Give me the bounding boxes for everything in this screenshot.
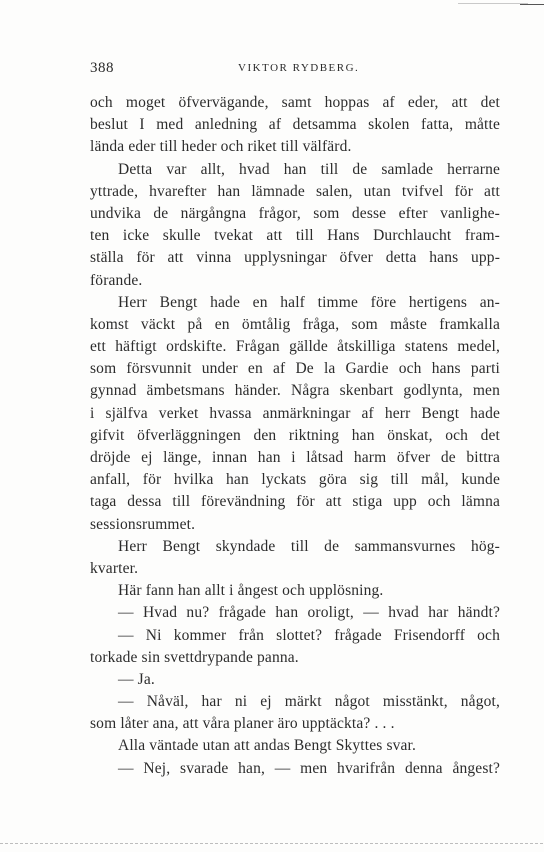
text-line: och moget öfvervägande, samt hoppas af eder, att det <box>90 94 500 111</box>
text-line: anfall, för hvilka han lyckats göra sig till mål, kunde <box>90 471 500 489</box>
text-line: i själfva verket hvassa anmärkningar af herr Bengt hade <box>90 404 500 422</box>
text-line: — Hvad nu? frågade han oroligt, — hvad har händt? <box>118 604 500 622</box>
page-number: 388 <box>90 60 114 76</box>
text-line: yttrade, hvarefter han lämnade salen, utan tvifvel för att <box>90 182 500 200</box>
text-line: dröjde ej länge, innan han i låtsad harm öfver de bittra <box>90 449 500 466</box>
text-line: Herr Bengt skyndade till de sammansvurnes hög- <box>118 537 500 555</box>
top-edge-mark-right <box>520 4 544 5</box>
text-line: kvarter. <box>90 559 139 577</box>
text-line: ett häftigt ordskifte. Frågan gällde åtskilliga statens medel, <box>90 338 500 356</box>
text-line: komst väckt på en ömtålig fråga, som måste framkalla <box>90 315 500 333</box>
text-line: som försvunnit under en af De la Gardie och hans parti <box>90 360 500 378</box>
text-line: — Ni kommer från slottet? frågade Frisendorff och <box>118 626 500 644</box>
text-line: gynnad ämbetsmans händer. Några skenbart godlynta, men <box>90 382 500 400</box>
text-line: Här fann han allt i ångest och upplösning. <box>118 582 384 600</box>
text-line: — Ja. <box>118 670 155 688</box>
text-line: lända eder till heder och riket till välfärd. <box>90 138 352 156</box>
text-line: — Nej, svarade han, — men hvarifrån denna ångest? <box>118 759 500 777</box>
running-head: VIKTOR RYDBERG. <box>238 62 360 74</box>
text-line: Herr Bengt hade en half timme före hertigens an- <box>118 293 500 311</box>
text-line: beslut I med anledning af detsamma skolen fatta, måtte <box>90 116 500 134</box>
text-line: ten icke skulle tvekat att till Hans Durchlaucht fram- <box>90 227 500 245</box>
bottom-edge-mark <box>0 843 544 844</box>
text-line: torkade sin svettdrypande panna. <box>90 648 299 666</box>
text-line: ställa för att vinna upplysningar öfver detta hans upp- <box>90 249 500 267</box>
body-text <box>90 92 500 780</box>
page-header <box>90 60 502 80</box>
top-edge-mark <box>458 3 528 4</box>
text-line: sessionsrummet. <box>90 515 196 533</box>
text-line: gifvit öfverläggningen den riktning han önskat, och det <box>90 426 500 444</box>
text-line: taga dessa till förevändning för att stiga upp och lämna <box>90 493 500 511</box>
text-line: Detta var allt, hvad han till de samlade herrarne <box>118 160 500 178</box>
text-line: — Nåväl, har ni ej märkt något misstänkt, något, <box>118 693 500 711</box>
text-line: förande. <box>90 271 143 289</box>
text-line: som låter ana, att våra planer äro upptäckta? . . . <box>90 715 395 733</box>
text-line: Alla väntade utan att andas Bengt Skyttes svar. <box>118 737 417 755</box>
text-line: undvika de närgångna frågor, som desse efter vanlighe- <box>90 204 500 222</box>
